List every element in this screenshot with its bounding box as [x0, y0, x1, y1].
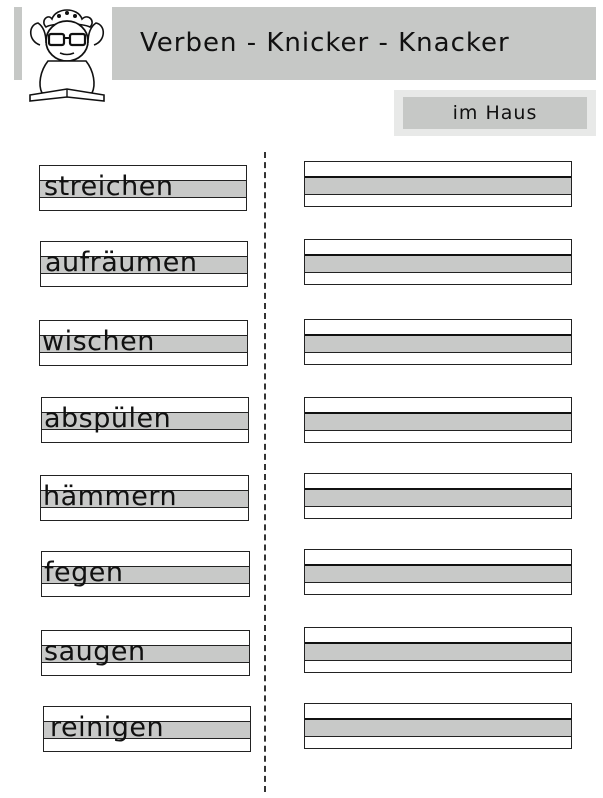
answer-line-7[interactable] — [304, 627, 572, 673]
word-text: fegen — [44, 557, 124, 588]
line-band — [305, 718, 571, 737]
answer-line-1[interactable] — [304, 161, 572, 207]
line-band — [305, 254, 571, 273]
word-line-1 — [39, 165, 247, 211]
word-text: saugen — [44, 636, 146, 667]
answer-line-8[interactable] — [304, 703, 572, 749]
line-band — [305, 412, 571, 431]
answer-line-4[interactable] — [304, 397, 572, 443]
word-line-2 — [40, 241, 248, 287]
word-line-4 — [41, 397, 249, 443]
category-label: im Haus — [403, 97, 587, 129]
word-text: wischen — [42, 326, 155, 357]
answer-line-6[interactable] — [304, 549, 572, 595]
line-band — [305, 488, 571, 507]
answer-line-2[interactable] — [304, 239, 572, 285]
word-text: hämmern — [43, 481, 178, 512]
word-line-8 — [43, 706, 251, 752]
dashed-divider — [264, 152, 266, 792]
word-line-7 — [41, 630, 250, 676]
word-text: streichen — [44, 171, 174, 202]
word-text: abspülen — [44, 403, 172, 434]
line-band — [305, 176, 571, 195]
word-line-6 — [41, 551, 250, 597]
line-band — [305, 642, 571, 661]
word-text: reinigen — [50, 712, 165, 743]
reading-child-icon — [22, 5, 112, 105]
page-title: Verben - Knicker - Knacker — [140, 28, 510, 58]
answer-line-5[interactable] — [304, 473, 572, 519]
answer-line-3[interactable] — [304, 319, 572, 365]
word-line-5 — [40, 475, 249, 521]
line-band — [305, 334, 571, 353]
category-box — [394, 90, 596, 136]
word-line-3 — [39, 320, 248, 366]
word-text: aufräumen — [45, 247, 198, 278]
line-band — [305, 564, 571, 583]
